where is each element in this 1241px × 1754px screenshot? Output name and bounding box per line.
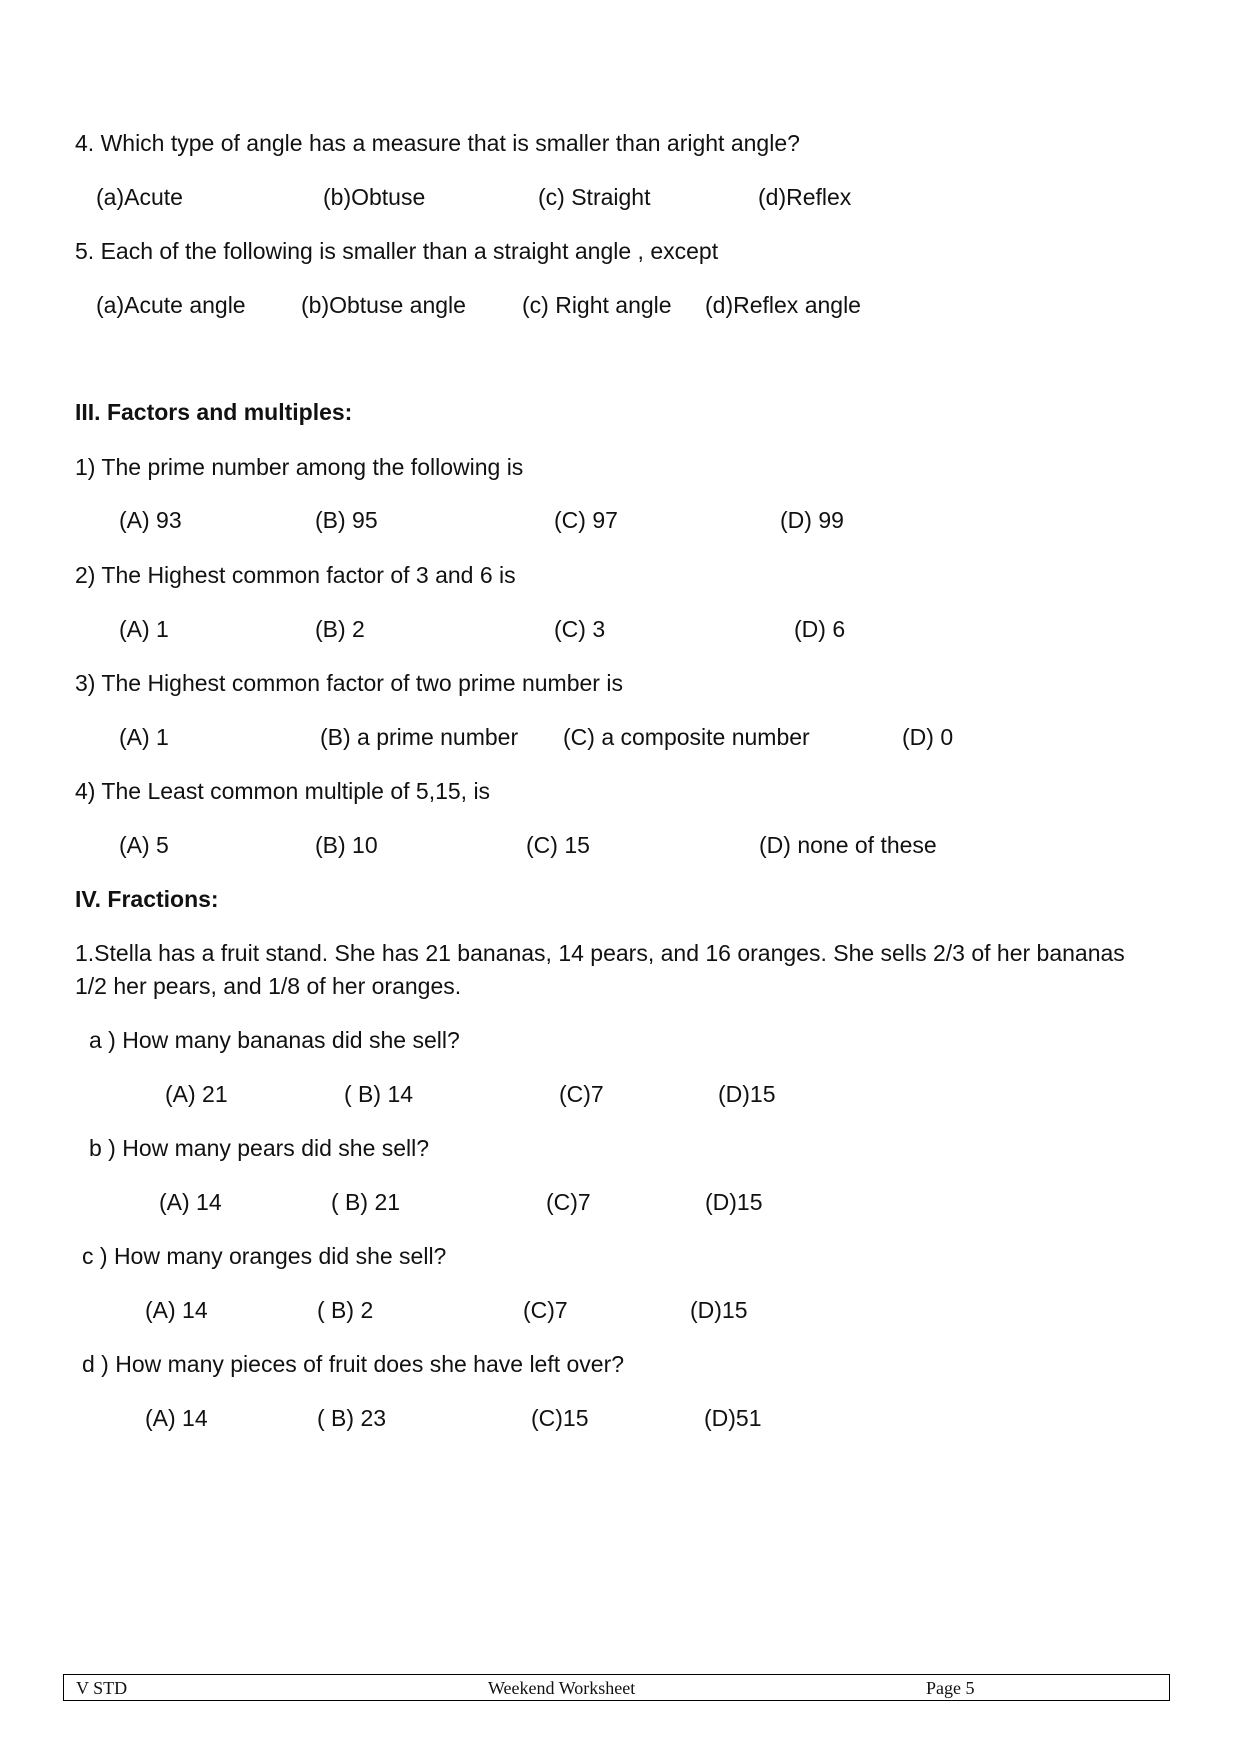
- word-problem: 1.Stella has a fruit stand. She has 21 bananas, 14 pears, and 16 oranges. She sells 2/3 of her bananas 1/2 her pears, and 1/8 of her oranges.: [75, 940, 1125, 999]
- page-footer: [63, 1674, 1170, 1701]
- option-c: (C) 3: [554, 616, 606, 642]
- sub-question-text: b ) How many pears did she sell?: [89, 1135, 430, 1161]
- option-b: ( B) 2: [317, 1297, 374, 1323]
- question-text: 4) The Least common multiple of 5,15, is: [75, 778, 491, 804]
- option-b: ( B) 21: [331, 1189, 401, 1215]
- option-d: (D) none of these: [759, 832, 937, 858]
- option-c: (C) a composite number: [563, 724, 810, 750]
- section-heading: III. Factors and multiples:: [75, 399, 353, 425]
- question-text: 4. Which type of angle has a measure that is smaller than aright angle?: [75, 130, 800, 156]
- option-a: (A) 14: [159, 1189, 222, 1215]
- option-a: (A) 21: [165, 1081, 228, 1107]
- option-a: (A) 14: [145, 1297, 208, 1323]
- question-text: 5. Each of the following is smaller than a straight angle , except: [75, 238, 719, 264]
- option-c: (c) Straight: [538, 184, 651, 210]
- option-a: (a)Acute: [96, 184, 183, 210]
- option-a: (A) 14: [145, 1405, 208, 1431]
- option-b: (B) 95: [315, 507, 378, 533]
- sub-question-text: d ) How many pieces of fruit does she have left over?: [82, 1351, 625, 1377]
- option-d: (D)15: [690, 1297, 748, 1323]
- section-heading: IV. Fractions:: [75, 886, 219, 912]
- option-a: (a)Acute angle: [96, 292, 246, 318]
- option-a: (A) 1: [119, 616, 169, 642]
- sub-question-text: a ) How many bananas did she sell?: [89, 1027, 460, 1053]
- option-d: (d)Reflex angle: [705, 292, 861, 318]
- option-b: (B) 2: [315, 616, 365, 642]
- option-c: (c) Right angle: [522, 292, 672, 318]
- option-c: (C)7: [523, 1297, 568, 1323]
- page-number: Page 5: [926, 1678, 975, 1698]
- option-b: ( B) 23: [317, 1405, 387, 1431]
- question-text: 3) The Highest common factor of two prime number is: [75, 670, 623, 696]
- option-c: (C)7: [546, 1189, 591, 1215]
- option-b: (B) a prime number: [320, 724, 519, 750]
- option-c: (C) 15: [526, 832, 590, 858]
- option-d: (D)15: [705, 1189, 763, 1215]
- question-text: 2) The Highest common factor of 3 and 6 is: [75, 562, 516, 588]
- question-text: 1) The prime number among the following is: [75, 454, 524, 480]
- option-d: (D) 99: [780, 507, 844, 533]
- sub-question-text: c ) How many oranges did she sell?: [82, 1243, 447, 1269]
- option-a: (A) 93: [119, 507, 182, 533]
- option-d: (D)51: [704, 1405, 762, 1431]
- option-b: (B) 10: [315, 832, 378, 858]
- option-d: (D) 0: [902, 724, 954, 750]
- option-d: (D) 6: [794, 616, 846, 642]
- footer-title: Weekend Worksheet: [488, 1678, 636, 1698]
- option-d: (d)Reflex: [758, 184, 852, 210]
- option-a: (A) 1: [119, 724, 169, 750]
- option-a: (A) 5: [119, 832, 169, 858]
- option-c: (C)15: [531, 1405, 589, 1431]
- option-b: (b)Obtuse: [323, 184, 426, 210]
- option-d: (D)15: [718, 1081, 776, 1107]
- option-b: (b)Obtuse angle: [301, 292, 466, 318]
- option-b: ( B) 14: [344, 1081, 414, 1107]
- option-c: (C)7: [559, 1081, 604, 1107]
- footer-class-label: V STD: [76, 1678, 128, 1698]
- option-c: (C) 97: [554, 507, 618, 533]
